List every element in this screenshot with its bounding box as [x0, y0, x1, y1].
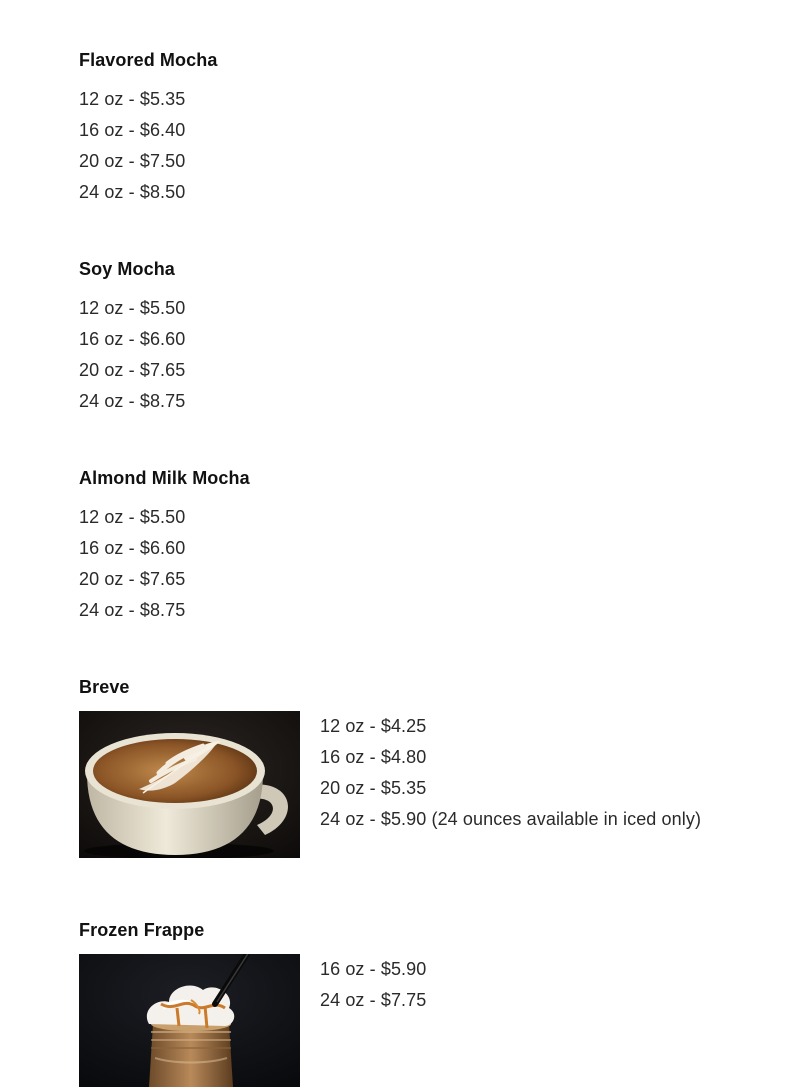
frappe-jar-image: [79, 954, 300, 1087]
section-title: Frozen Frappe: [79, 920, 205, 940]
price-item: 24 oz - $8.75: [79, 391, 186, 411]
price-list: [320, 954, 426, 1016]
section-title: Flavored Mocha: [79, 50, 218, 70]
price-item: 16 oz - $5.90: [320, 959, 427, 979]
price-item: 16 oz - $6.40: [79, 120, 186, 140]
section-title: Soy Mocha: [79, 259, 175, 279]
price-item: 20 oz - $7.65: [79, 569, 186, 589]
price-item: 16 oz - $4.80: [320, 747, 427, 767]
price-item: 20 oz - $5.35: [320, 778, 427, 798]
latte-art-cup-image: [79, 711, 300, 858]
price-list: [79, 293, 185, 417]
price-list: [79, 502, 250, 626]
price-item: 12 oz - $5.50: [79, 507, 186, 527]
price-item: 12 oz - $5.50: [79, 298, 186, 318]
menu-section-flavored-mocha: [79, 49, 217, 208]
section-title: Almond Milk Mocha: [79, 468, 250, 488]
menu-section-soy-mocha: [79, 258, 185, 417]
price-item: 24 oz - $5.90 (24 ounces available in iced only): [320, 809, 702, 829]
price-item: 16 oz - $6.60: [79, 329, 186, 349]
price-list: [79, 84, 217, 208]
price-item: 24 oz - $8.50: [79, 182, 186, 202]
price-item: 16 oz - $6.60: [79, 538, 186, 558]
price-list: [320, 711, 701, 835]
section-title: Breve: [79, 677, 130, 697]
price-item: 12 oz - $4.25: [320, 716, 427, 736]
price-item: 20 oz - $7.50: [79, 151, 186, 171]
price-item: 20 oz - $7.65: [79, 360, 186, 380]
price-item: 12 oz - $5.35: [79, 89, 186, 109]
menu-section-almond-milk-mocha: [79, 467, 250, 626]
price-item: 24 oz - $7.75: [320, 990, 427, 1010]
menu-section-frozen-frappe: [79, 919, 427, 1010]
price-item: 24 oz - $8.75: [79, 600, 186, 620]
menu-section-breve: [79, 676, 702, 829]
